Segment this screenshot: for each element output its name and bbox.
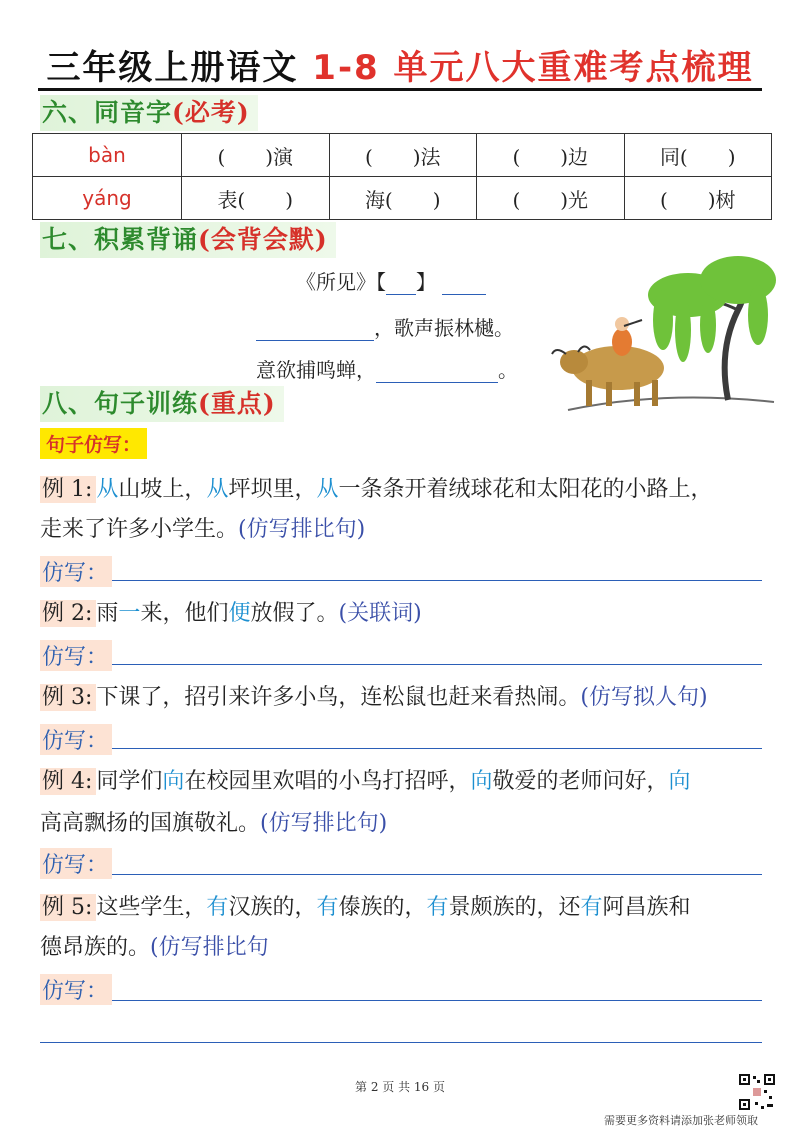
poem-blank-2[interactable] [376, 382, 498, 383]
poem-line-2: 意欲捕鸣蝉， 。 [256, 358, 518, 382]
answer-line[interactable] [112, 664, 762, 665]
example-5-line-2: 德昂族的。(仿写排比句 [40, 935, 269, 960]
sentence-fragment: 一条条开着绒球花和太阳花的小路上， [338, 477, 713, 502]
section-heading-7: 七、积累背诵(会背会默) [40, 222, 336, 258]
answer-line[interactable] [112, 874, 762, 875]
blank-cell[interactable]: ( )光 [477, 177, 625, 220]
poem-line-1: ，歌声振林樾。 [256, 312, 514, 341]
answer-line[interactable] [112, 580, 762, 581]
qr-code-icon[interactable] [737, 1072, 777, 1112]
page-number: 第 2 页 共 16 页 [355, 1080, 445, 1094]
sentence-fragment: 在校园里欢唱的小鸟打招呼， [184, 769, 471, 794]
example-3-line: 例 3: 下课了，招引来许多小鸟，连松鼠也赶来看热闹。(仿写拟人句) [42, 685, 708, 710]
keyword: 从 [316, 477, 339, 502]
imitation-label: 仿写： [40, 640, 112, 671]
sentence-fragment: 阿昌族和 [602, 895, 691, 920]
example-2-text [96, 601, 338, 626]
example-5-text [96, 895, 690, 920]
homophone-table [32, 133, 772, 220]
page-title: 三年级上册语文 1-8 单元八大重难考点梳理 [46, 48, 754, 88]
poem-title-line: 《所见》【 】 [296, 266, 486, 295]
keyword: 向 [668, 769, 691, 794]
blank-cell[interactable]: 同( ) [624, 134, 772, 177]
blank-cell[interactable]: ( )边 [477, 134, 625, 177]
blank-cell[interactable]: ( )法 [329, 134, 477, 177]
title-underline [38, 88, 762, 91]
sentence-fragment: 汉族的， [228, 895, 317, 920]
example-5-line-1: 例 5: 这些学生，有汉族的，有傣族的，有景颇族的，还有阿昌族和 [42, 895, 691, 920]
example-2-line: 例 2: 雨一来，他们便放假了。(关联词) [42, 601, 422, 626]
sentence-imitation-tag: 句子仿写： [40, 428, 147, 459]
keyword: 向 [470, 769, 493, 794]
keyword: 一 [118, 601, 141, 626]
pinyin-cell: bàn [33, 134, 182, 177]
sentence-fragment: 景颇族的，还 [448, 895, 581, 920]
example-1-text [96, 477, 712, 502]
keyword: 便 [228, 601, 251, 626]
section-heading-8: 八、句子训练(重点) [40, 386, 284, 422]
table-row [33, 177, 772, 220]
keyword: 有 [316, 895, 339, 920]
keyword: 从 [206, 477, 229, 502]
answer-line[interactable] [112, 748, 762, 749]
answer-line[interactable] [112, 1000, 762, 1001]
blank-cell[interactable]: 表( ) [182, 177, 330, 220]
footer-note: 需要更多资料请添加张老师领取 [604, 1114, 758, 1127]
sentence-fragment: 这些学生， [96, 895, 207, 920]
blank-cell[interactable]: 海( ) [329, 177, 477, 220]
blank-cell[interactable]: ( )演 [182, 134, 330, 177]
example-4-line-2: 高高飘扬的国旗敬礼。(仿写排比句) [40, 811, 388, 836]
example-3-text [96, 685, 580, 710]
poem-blank-author-dynasty[interactable] [386, 294, 416, 295]
keyword: 从 [96, 477, 119, 502]
imitation-label: 仿写： [40, 974, 112, 1005]
sentence-fragment: 下课了，招引来许多小鸟，连松鼠也赶来看热闹。 [96, 685, 581, 710]
sentence-fragment: 坪坝里， [228, 477, 317, 502]
imitation-label: 仿写： [40, 724, 112, 755]
section-heading-6: 六、同音字(必考) [40, 95, 258, 131]
imitation-label: 仿写： [40, 848, 112, 879]
keyword: 有 [426, 895, 449, 920]
poem-blank-1[interactable] [256, 340, 374, 341]
poem-blank-author[interactable] [442, 294, 486, 295]
example-1-line-2: 走来了许多小学生。(仿写排比句) [40, 517, 366, 542]
sentence-fragment: 山坡上， [118, 477, 207, 502]
sentence-fragment: 同学们 [96, 769, 163, 794]
pinyin-cell: yáng [33, 177, 182, 220]
sentence-fragment: 敬爱的老师问好， [492, 769, 669, 794]
keyword: 有 [580, 895, 603, 920]
blank-cell[interactable]: ( )树 [624, 177, 772, 220]
example-4-text [96, 769, 690, 794]
keyword: 有 [206, 895, 229, 920]
example-4-line-1: 例 4: 同学们向在校园里欢唱的小鸟打招呼，向敬爱的老师问好，向 [42, 769, 691, 794]
boy-on-ox-under-willow-illustration [548, 250, 780, 425]
answer-line[interactable] [40, 1042, 762, 1043]
sentence-fragment: 傣族的， [338, 895, 427, 920]
sentence-fragment: 雨 [96, 601, 119, 626]
sentence-fragment: 放假了。 [250, 601, 339, 626]
table-row [33, 134, 772, 177]
keyword: 向 [162, 769, 185, 794]
imitation-label: 仿写： [40, 556, 112, 587]
example-1-line-1: 例 1: 从山坡上，从坪坝里，从一条条开着绒球花和太阳花的小路上， [42, 477, 713, 502]
sentence-fragment: 来，他们 [140, 601, 229, 626]
